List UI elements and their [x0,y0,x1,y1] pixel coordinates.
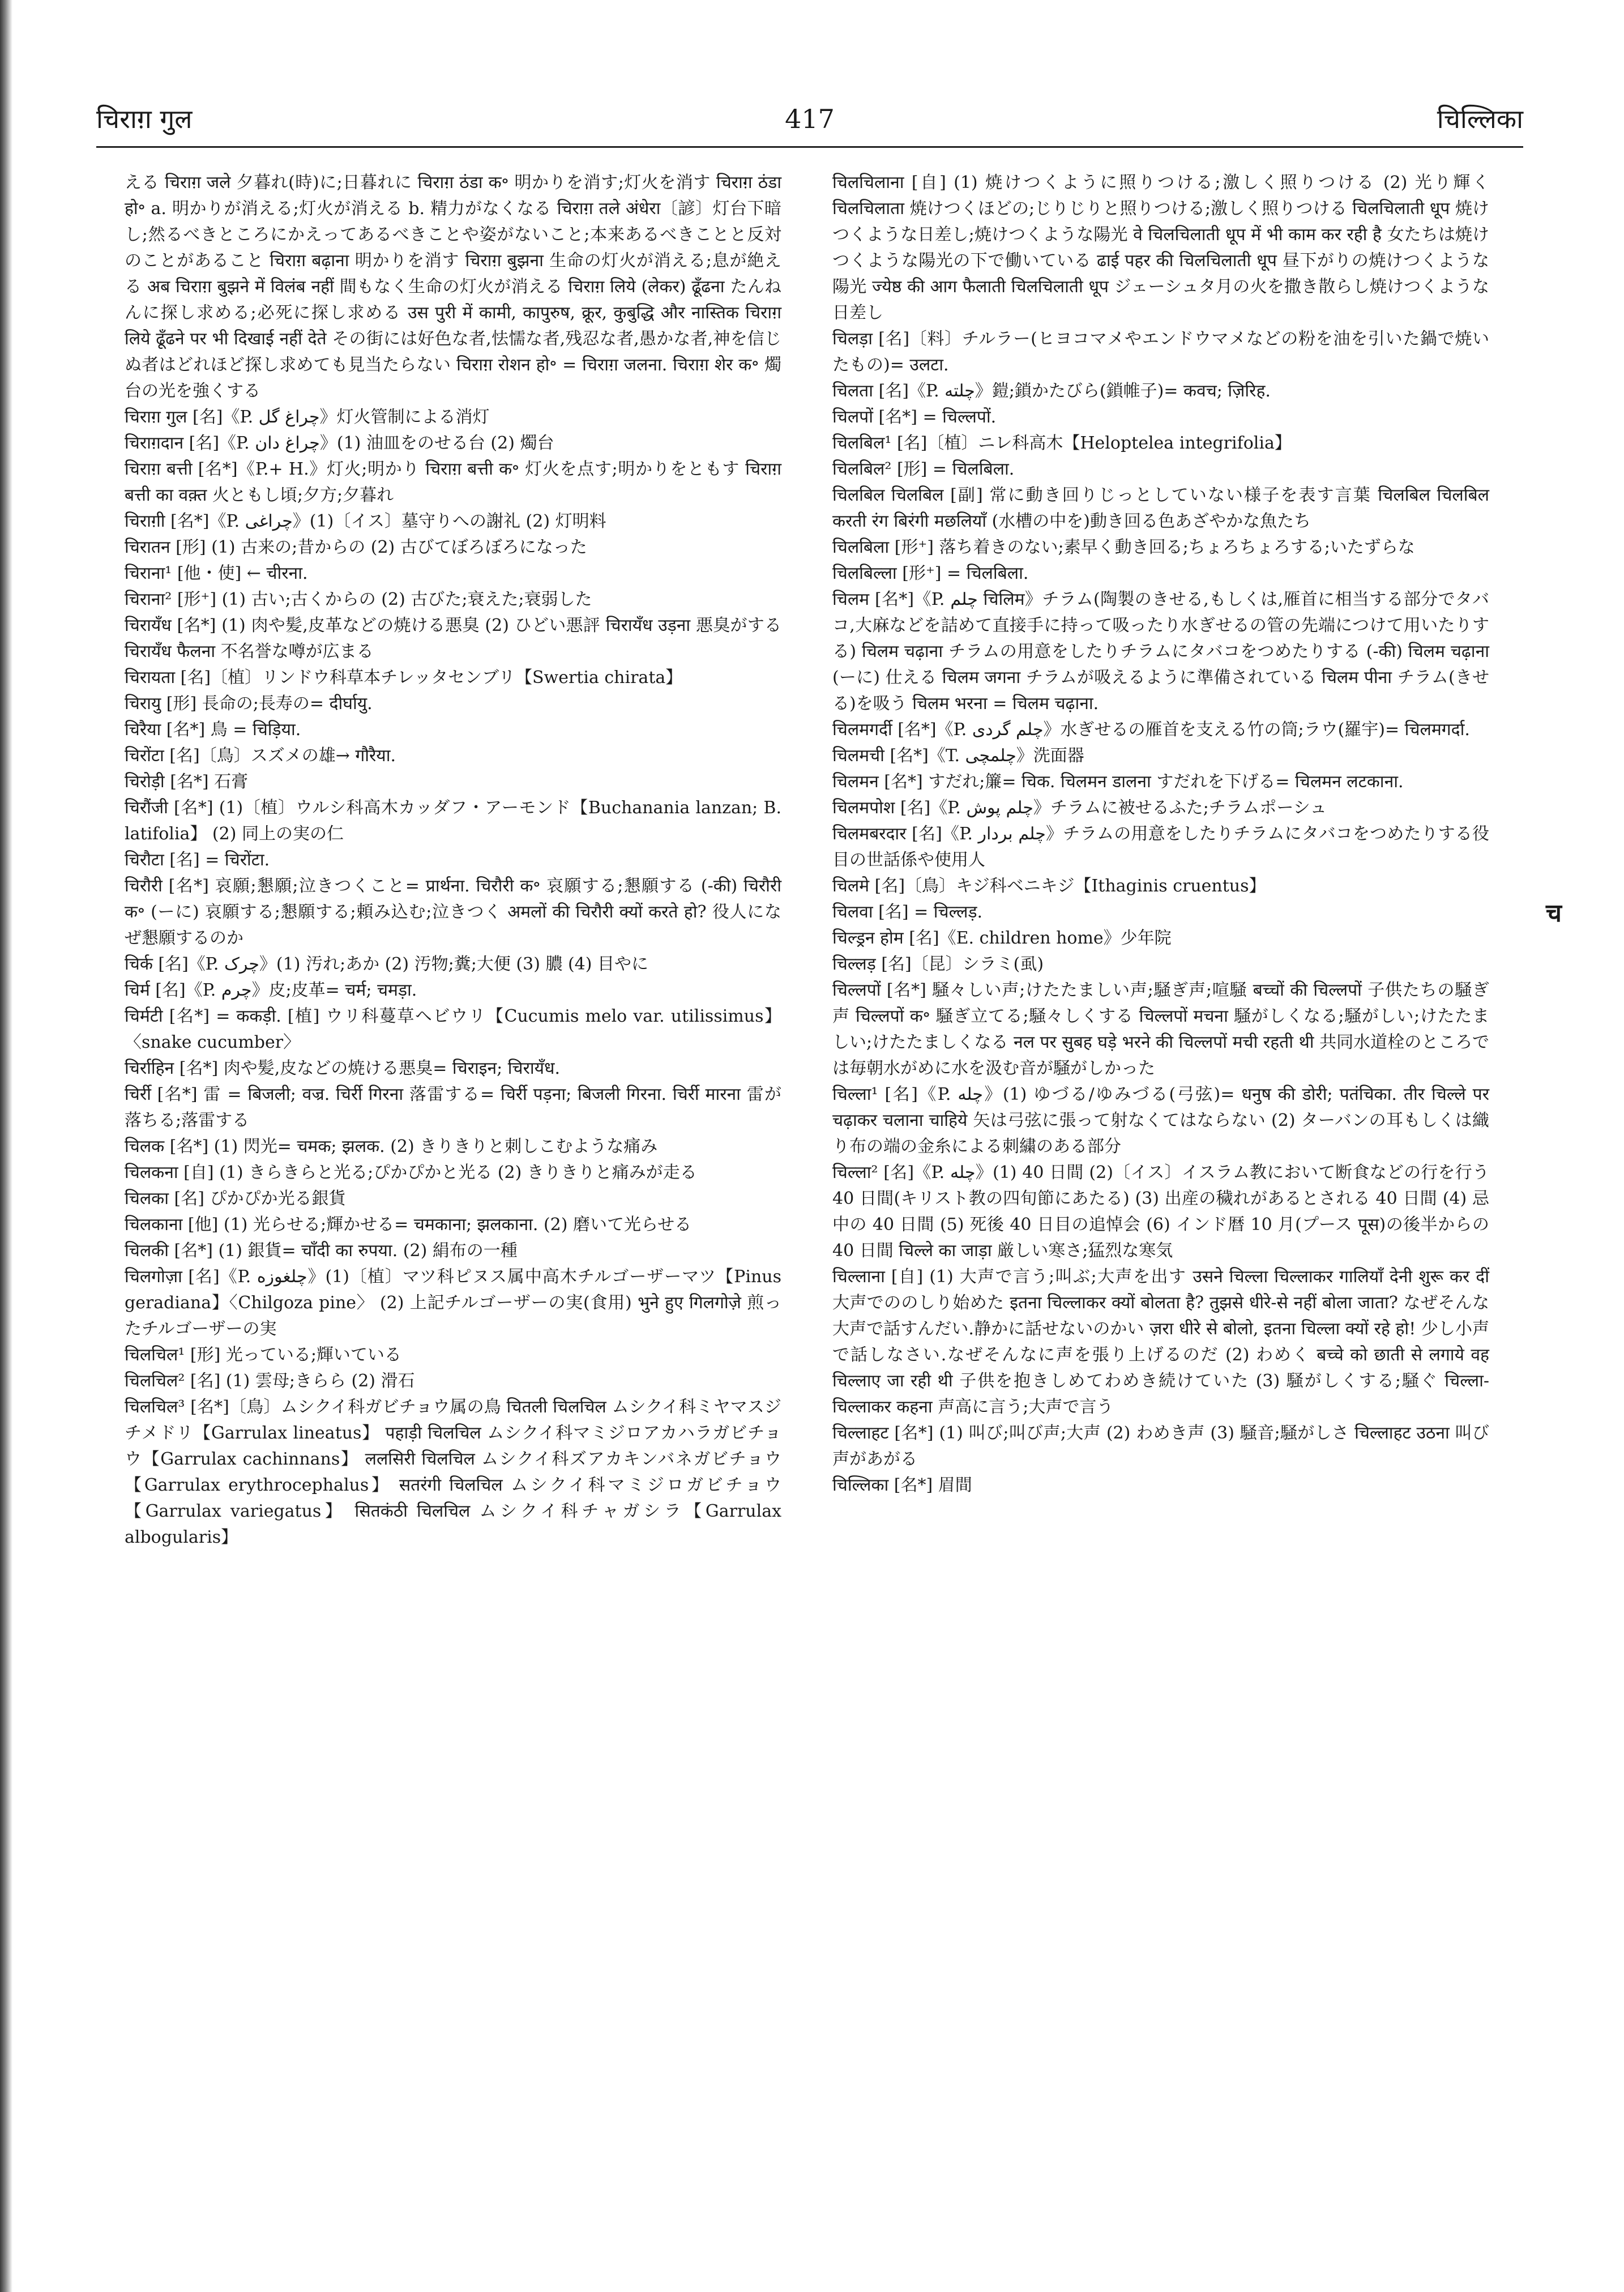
entry: चिरायता [名]〔植〕リンドウ科草本チレッタセンブリ【Swertia chirata】 [125,668,683,688]
entry: चिरोंटा [名]〔鳥〕スズメの雄→ गौरैया. [125,746,396,766]
entry: चिलबिल चिलबिल [副] 常に動き回りじっとしていない様子を表す言葉 चिलबिल चिलबिल करती रंग बिरंगी मछलियाँ (水槽の中を)動き回る色あざやかな魚たち [832,485,1489,531]
entry: चिल्लिका [名*] 眉間 [832,1475,972,1495]
entry: चिलबिला [形⁺] 落ち着きのない;素早く動き回る;ちょろちょろする;いたずらな [832,537,1415,557]
header-rule [96,146,1523,148]
entry: चिरैया [名*] 鳥 = चिड़िया. [125,720,301,740]
entry: चिलम [名*]《P. چلم चिलिम》チラム(陶製のきせる,もしくは,雁首に相当する部分でタバコ,大麻などを詰めて直接手に持って吸ったり水ぎせるの管の先端につけて用いたりする) चिलम चढ़ाना チラムの用意をしたりチラムにタバコをつめたりする (-की) चिलम चढ़ाना (ーに) 仕える चिलम जगना チラムが吸えるように準備されている चिलम पीना チラム(きせる)を吸う चिलम भरना = चिलम चढ़ाना. [832,590,1489,714]
entry: चिलकना [自] (1) きらきらと光る;ぴかぴかと光る (2) きりきりと痛みが走る [125,1163,697,1183]
entry: चिरोड़ी [名*] 石膏 [125,772,249,792]
entry: चिलड़ा [名]〔料〕チルラー(ヒヨコマメやエンドウマメなどの粉を油を引いた鍋で焼いたもの)= उलटा. [832,329,1489,375]
entry: चिलमबरदार [名]《P. چلم بردار》チラムの用意をしたりチラムにタバコをつめたりする役目の世話係や使用人 [832,824,1490,870]
entry: चिर्री [名*] 雷 = बिजली; वज्र. चिर्री गिरना 落雷する= चिर्री पड़ना; बिजली गिरना. चिर्री मारना 雷が落ちる;落雷する [125,1085,781,1130]
right-column [832,170,1489,1499]
entry: चिल्ड्रन होम [名]《E. children home》少年院 [832,928,1172,948]
entry: चिलबिल्ला [形⁺] = चिलबिला. [832,564,1029,583]
entry: चिराग़ बत्ती [名*]《P.+ H.》灯火;明かり चिराग़ बत्ती क॰ 灯火を点す;明かりをともす चिराग़ बत्ती का वक़्त 火ともし頃;夕方;夕暮れ [125,459,781,505]
running-head-right: चिल्लिका [1437,104,1523,134]
entry: चिर्म [名]《P. چرم》皮;皮革= चर्म; चमड़ा. [125,980,417,1000]
entry: चिरौटा [名] = चिरोंटा. [125,850,270,870]
entry: चिलमपोश [名]《P. چلم پوش》チラムに被せるふた;チラムポーシュ [832,798,1327,818]
page-number: 417 [785,104,835,134]
entry: चिरौंजी [名*] (1)〔植〕ウルシ科高木カッダフ・アーモンド【Buchanania lanzan; B. latifolia】 (2) 同上の実の仁 [125,798,781,844]
entry: चिलचिल³ [名*]〔鳥〕ムシクイ科ガビチョウ属の鳥 चितली चिलचिल ムシクイ科ミヤマスジチメドリ【Garrulax lineatus】 पहाड़ी चिलचिल ムシクイ科マミジロアカハラガビチョウ【Garrulax cachinnans】 ललसिरी चिलचिल ムシクイ科ズアカキンバネガビチョウ【Garrulax erythrocephalus】 सतरंगी चिलचिल ムシクイ科マミジロガビチョウ【Garrulax variegatus】 सितकंठी चिलचिल ムシクイ科チャガシラ【Garrulax albogularis】 [125,1397,781,1547]
entry: चिर्क [名]《P. چرک》(1) 汚れ;あか (2) 汚物;糞;大便 (3) 膿 (4) 目やに [125,954,649,974]
entry: चिल्ला¹ [名]《P. چله》(1) ゆづる/ゆみづる(弓弦)= धनुष की डोरी; पतंचिका. तीर चिल्ले पर चढ़ाकर चलाना चाहिये 矢は弓弦に張って射なくてはならない (2) ターバンの耳もしくは織り布の端の金糸による刺繍のある部分 [832,1085,1489,1156]
entry: चिलमन [名*] すだれ;簾= चिक. चिलमन डालना すだれを下げる= चिलमन लटकाना. [832,772,1404,792]
entry: चिलकी [名*] (1) 銀貨= चाँदी का रुपया. (2) 絹布の一種 [125,1241,518,1261]
entry: चिर्मटी [名*] = ककड़ी. [植] ウリ科蔓草ヘビウリ【Cucumis melo var. utilissimus】〈snake cucumber〉 [125,1006,781,1052]
entry: चिरातन [形] (1) 古来の;昔からの (2) 古びてぼろぼろになった [125,537,587,557]
entry: चिराना² [形⁺] (1) 古い;古くからの (2) 古びた;衰えた;衰弱した [125,590,592,609]
entry: चिल्ला² [名]《P. چله》(1) 40 日間 (2)〔イス〕イスラム教において断食などの行を行う 40 日間(キリスト教の四旬節にあたる) (3) 出産の穢れがあるとされる 40 日間 (4) 忌中の 40 日間 (5) 死後 40 日目の追悼会 (6) インド暦 10 月(プース पूस)の後半からの 40 日間 चिल्ले का जाड़ा 厳しい寒さ;猛烈な寒気 [832,1163,1489,1261]
entry: चिरायँध [名*] (1) 肉や髪,皮革などの焼ける悪臭 (2) ひどい悪評 चिरायँध उड़ना 悪臭がする चिरायँध फैलना 不名誉な噂が広まる [125,616,781,661]
entry: चिराग़ी [名*]《P. چراغی》(1)〔イス〕墓守りへの謝礼 (2) 灯明料 [125,511,606,531]
entry: चिलचिलाना [自] (1) 焼けつくように照りつける;激しく照りつける (2) 光り輝く चिलचिलाता 焼けつくほどの;じりじりと照りつける;激しく照りつける चिलचिलाती धूप 焼けつくような日差し;焼けつくような陽光 वे चिलचिलाती धूप में भी काम कर रही है 女たちは焼けつくような陽光の下で働いている ढाई पहर की चिलचिलाती धूप 昼下がりの焼けつくような陽光 ज्येष्ठ की आग फैलाती चिलचिलाती धूप ジェーシュタ月の火を撒き散らし焼けつくような日差し [832,173,1489,323]
entry: चिलकाना [他] (1) 光らせる;輝かせる= चमकाना; झलकाना. (2) 磨いて光らせる [125,1215,692,1235]
entry: चिलबिल¹ [名]〔植〕ニレ科高木【Heloptelea integrifolia】 [832,433,1292,453]
entry: चिलमे [名]〔鳥〕キジ科ベニキジ【Ithaginis cruentus】 [832,876,1266,896]
entry: चिलता [名]《P. چلته》鎧;鎖かたびら(鎖帷子)= कवच; ज़िरिह. [832,381,1271,401]
entry: चिराग़ गुल [名]《P. چراغ گل》灯火管制による消灯 [125,407,490,427]
entry: चिलगोज़ा [名]《P. چلغوزه》(1)〔植〕マツ科ピヌス属中高木チルゴーザーマツ【Pinus geradiana】〈Chilgoza pine〉 (2) 上記チルゴーザーの実(食用) भुने हुए गिलगोज़े 煎ったチルゴーザーの実 [125,1267,781,1339]
entry: चिलक [名*] (1) 閃光= चमक; झलक. (2) きりきりと刺しこむような痛み [125,1137,658,1156]
section-thumb-tab: च [1546,899,1562,928]
page-header [96,96,1523,142]
entry: चिलचिल² [名] (1) 雲母;きらら (2) 滑石 [125,1371,415,1391]
entry: चिल्लड़ [名]〔昆〕シラミ(虱) [832,954,1044,974]
running-head-left: चिराग़ गुल [96,104,193,134]
entry: चिलमगर्दी [名*]《P. چلم گردی》水ぎせるの雁首を支える竹の筒;ラウ(羅宇)= चिलमगर्दा. [832,720,1470,740]
entry: चिलचिल¹ [形] 光っている;輝いている [125,1345,401,1365]
entry: える चिराग़ जले 夕暮れ(時)に;日暮れに चिराग़ ठंडा क॰ 明かりを消す;灯火を消す चिराग़ ठंडा हो॰ a. 明かりが消える;灯火が消える b. 精力がなくなる चिराग़ तले अंधेरा〔諺〕灯台下暗し;然るべきところにかえってあるべきことや姿がないこと;本来あるべきことと反対のことがあること चिराग़ बढ़ाना 明かりを消す चिराग़ बुझना 生命の灯火が消える;息が絶える अब चिराग़ बुझने में विलंब नहीं 間もなく生命の灯火が消える चिराग़ लिये (लेकर) ढूँढना たんねんに探し求める;必死に探し求める उस पुरी में कामी, कापुरुष, क्रूर, कुबुद्धि और नास्तिक चिराग़ लिये ढूँढने पर भी दिखाई नहीं देते その街には好色な者,怯懦な者,残忍な者,愚かな者,神を信じぬ者はどれほど探し求めても見当たらない चिराग़ रोशन हो॰ = चिराग़ जलना. चिराग़ शेर क॰ 燭台の光を強くする [125,173,781,401]
entry: चिरायु [形] 長命の;長寿の= दीर्घायु. [125,694,373,714]
entry: चिल्लाहट [名*] (1) 叫び;叫び声;大声 (2) わめき声 (3) 騒音;騒がしさ चिल्लाहट उठना 叫び声があがる [832,1423,1489,1469]
entry: चिराना¹ [他・使] ← चीरना. [125,564,308,583]
left-column [125,170,781,1551]
page-binding-edge [0,0,12,2292]
entry: चिलपों [名*] = चिल्लपों. [832,407,997,427]
entry: चिलमची [名*]《T. چلمچی》洗面器 [832,746,1084,766]
entry: चिरौरी [名*] 哀願;懇願;泣きつくこと= प्रार्थना. चिरौरी क॰ 哀願する;懇願する (-की) चिरौरी क॰ (ーに) 哀願する;懇願する;頼み込む;泣きつく अमलों की चिरौरी क्यों करते हो? 役人になぜ懇願するのか [125,876,781,948]
entry: चिर्राहिन [名*] 肉や髪,皮などの焼ける悪臭= चिराइन; चिरायँध. [125,1058,561,1078]
entry: चिल्लाना [自] (1) 大声で言う;叫ぶ;大声を出す उसने चिल्ला चिल्लाकर गालियाँ देनी शुरू कर दीं 大声でののしり始めた इतना चिल्लाकर क्यों बोलता है? तुझसे धीरे-से नहीं बोला जाता? なぜそんな大声で話すんだい.静かに話せないのかい ज़रा धीरे से बोलो, इतना चिल्ला क्यों रहे हो! 少し小声で話しなさい.なぜそんなに声を張り上げるのだ (2) わめく बच्चे को छाती से लगाये वह चिल्लाए जा रही थी 子供を抱きしめてわめき続けていた (3) 騒がしくする;騒ぐ चिल्ला-चिल्लाकर कहना 声高に言う;大声で言う [832,1267,1489,1417]
entry: चिल्लपों [名*] 騒々しい声;けたたましい声;騒ぎ声;喧騒 बच्चों की चिल्लपों 子供たちの騒ぎ声 चिल्लपों क॰ 騒ぎ立てる;騒々しくする चिल्लपों मचना 騒がしくなる;騒がしい;けたたましい;けたたましくなる नल पर सुबह घड़े भरने की चिल्लपों मची रहती थी 共同水道栓のところでは毎朝水がめに水を汲む音が騒がしかった [832,980,1489,1078]
entry: चिलका [名] ぴかぴか光る銀貨 [125,1189,346,1209]
entry: चिलवा [名] = चिल्लड़. [832,902,983,922]
entry: चिराग़दान [名]《P. چراغ دان》(1) 油皿をのせる台 (2) 燭台 [125,433,554,453]
entry: चिलबिल² [形] = चिलबिला. [832,459,1015,479]
